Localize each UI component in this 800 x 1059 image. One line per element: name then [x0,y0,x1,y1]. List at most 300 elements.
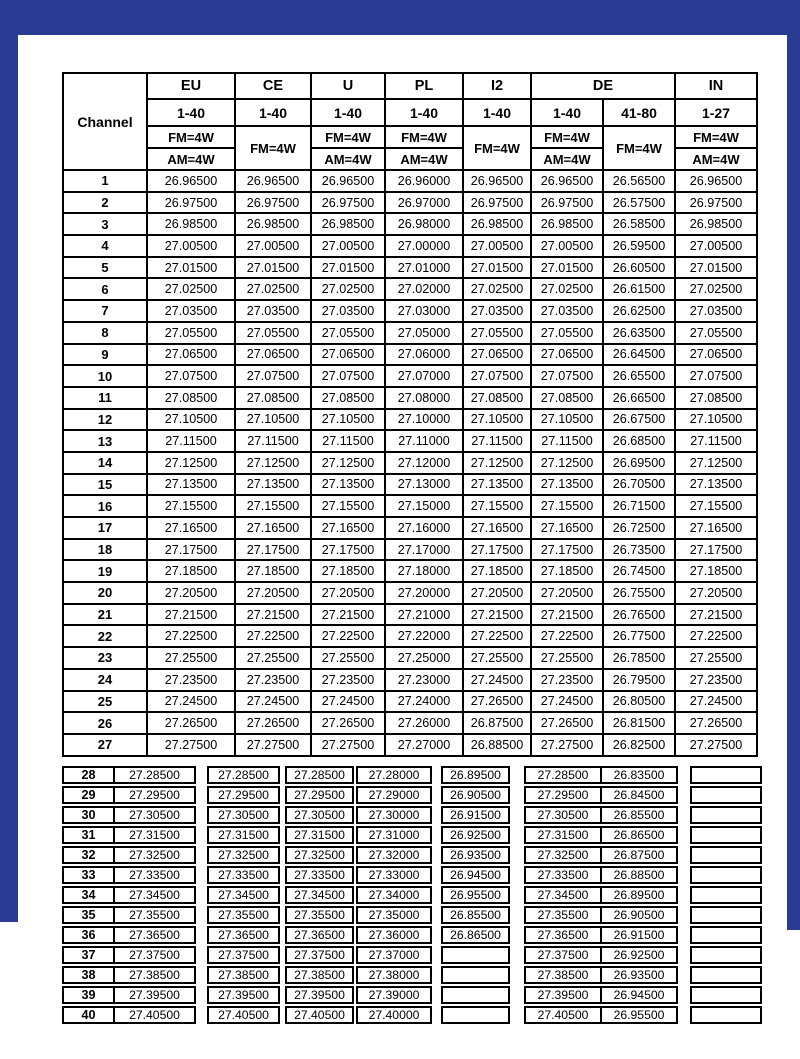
freq-cell: 27.10500 [311,409,385,431]
freq-cell: 27.21500 [147,604,235,626]
freq-cell: 27.01500 [147,257,235,279]
freq-cell: 27.07500 [147,365,235,387]
freq-cell: 27.22000 [385,625,463,647]
freq-cell: 27.30500 [524,806,602,824]
freq-cell: 27.38000 [356,966,432,984]
header-fm-7: FM=4W [675,126,757,148]
table-row [62,946,196,964]
freq-cell: 27.39500 [285,986,354,1004]
channel-cell: 9 [63,344,147,366]
freq-cell: 27.10500 [675,409,757,431]
group-u [285,764,354,1026]
channel-cell: 40 [62,1006,115,1024]
header-fm-4: FM=4W [463,126,531,170]
freq-cell: 27.11500 [463,430,531,452]
freq-cell: 27.01500 [311,257,385,279]
channel-cell: 22 [63,625,147,647]
freq-cell [690,766,762,784]
freq-cell: 27.33500 [207,866,280,884]
table-row [285,1006,354,1024]
table-row [207,806,280,824]
freq-cell: 27.38500 [207,966,280,984]
page-frame-right [787,0,800,930]
freq-cell: 26.97500 [147,192,235,214]
freq-cell: 27.31000 [356,826,432,844]
freq-cell: 27.08500 [311,387,385,409]
freq-cell: 27.39500 [207,986,280,1004]
freq-cell: 27.34500 [115,886,196,904]
table-row [207,926,280,944]
channel-cell: 13 [63,430,147,452]
table-row [690,866,762,884]
header-fm-3: FM=4W [385,126,463,148]
table-row [62,886,196,904]
freq-cell: 27.17500 [147,539,235,561]
freq-cell: 27.34000 [356,886,432,904]
table-row [441,926,510,944]
freq-cell: 27.32500 [524,846,602,864]
freq-cell: 27.22500 [531,625,603,647]
freq-cell [441,946,510,964]
table-row [441,946,510,964]
channel-cell: 2 [63,192,147,214]
freq-cell: 27.21500 [463,604,531,626]
freq-cell: 27.10500 [531,409,603,431]
frequency-table-main [62,72,758,757]
table-row [690,826,762,844]
freq-cell: 27.01500 [531,257,603,279]
freq-cell: 27.32500 [207,846,280,864]
freq-cell: 27.25500 [311,647,385,669]
header-ce: CE [235,73,311,99]
freq-cell: 27.15500 [147,495,235,517]
freq-cell: 27.00500 [531,235,603,257]
freq-cell: 27.35500 [115,906,196,924]
table-row [63,430,757,452]
freq-cell: 27.36500 [524,926,602,944]
table-row [62,966,196,984]
header-range-5: 1-40 [531,99,603,126]
table-row [63,691,757,713]
channel-cell: 15 [63,474,147,496]
freq-cell: 26.85500 [602,806,678,824]
table-row [62,846,196,864]
table-header [63,73,757,170]
freq-cell: 26.75500 [603,582,675,604]
freq-cell: 27.28500 [207,766,280,784]
freq-cell: 27.22500 [675,625,757,647]
table-row [356,966,432,984]
table-row [356,986,432,1004]
freq-cell: 27.11500 [531,430,603,452]
freq-cell: 27.12500 [147,452,235,474]
freq-cell [690,946,762,964]
freq-cell: 27.27500 [311,734,385,756]
freq-cell: 27.23500 [235,669,311,691]
freq-cell: 27.02500 [675,278,757,300]
freq-cell: 27.28500 [524,766,602,784]
freq-cell: 27.21500 [531,604,603,626]
table-row [207,886,280,904]
freq-cell: 27.40500 [285,1006,354,1024]
freq-cell: 27.12500 [531,452,603,474]
table-row [285,946,354,964]
freq-cell: 27.28000 [356,766,432,784]
freq-cell: 27.22500 [235,625,311,647]
freq-cell: 27.34500 [524,886,602,904]
channel-cell: 7 [63,300,147,322]
table-row [441,966,510,984]
freq-cell: 27.12500 [675,452,757,474]
group-pl [356,764,432,1026]
table-row [63,300,757,322]
table-row [207,846,280,864]
freq-cell: 27.01000 [385,257,463,279]
freq-cell: 27.29000 [356,786,432,804]
table-row [356,766,432,784]
freq-cell: 27.06000 [385,344,463,366]
freq-cell: 27.03000 [385,300,463,322]
table-row [356,946,432,964]
channel-cell: 1 [63,170,147,192]
channel-cell: 38 [62,966,115,984]
table-row [63,734,757,756]
freq-cell: 27.36500 [285,926,354,944]
table-row [441,986,510,1004]
freq-cell: 27.06500 [147,344,235,366]
freq-cell: 27.32500 [285,846,354,864]
freq-cell: 26.95500 [441,886,510,904]
table-row [524,946,678,964]
freq-cell: 27.17500 [531,539,603,561]
channel-cell: 19 [63,560,147,582]
table-row [62,986,196,1004]
freq-cell: 27.31500 [115,826,196,844]
freq-cell: 27.27000 [385,734,463,756]
header-pl: PL [385,73,463,99]
channel-cell: 16 [63,495,147,517]
freq-cell: 26.81500 [603,712,675,734]
freq-cell: 27.32500 [115,846,196,864]
table-row [285,866,354,884]
freq-cell: 27.24500 [463,669,531,691]
freq-cell: 27.12500 [463,452,531,474]
header-range-2: 1-40 [311,99,385,126]
freq-cell: 27.35000 [356,906,432,924]
table-row [356,866,432,884]
freq-cell: 27.02000 [385,278,463,300]
freq-cell: 27.29500 [115,786,196,804]
freq-cell: 27.11500 [675,430,757,452]
table-row [690,806,762,824]
freq-cell: 27.36500 [115,926,196,944]
table-row [524,846,678,864]
freq-cell: 27.18500 [311,560,385,582]
freq-cell: 27.18500 [463,560,531,582]
table-row [63,474,757,496]
freq-cell [690,1006,762,1024]
freq-cell: 27.16500 [147,517,235,539]
header-range-7: 1-27 [675,99,757,126]
freq-cell: 26.98500 [675,213,757,235]
freq-cell: 27.34500 [285,886,354,904]
freq-cell: 26.85500 [441,906,510,924]
table-row [441,846,510,864]
freq-cell: 26.73500 [603,539,675,561]
group-de [524,764,678,1026]
freq-cell: 27.29500 [207,786,280,804]
freq-cell: 26.91500 [602,926,678,944]
freq-cell: 26.62500 [603,300,675,322]
freq-cell: 27.07000 [385,365,463,387]
table-row [62,786,196,804]
freq-cell: 27.00500 [463,235,531,257]
channel-cell: 20 [63,582,147,604]
group-ce [207,764,280,1026]
freq-cell: 27.30500 [207,806,280,824]
freq-cell: 26.88500 [602,866,678,884]
freq-cell: 27.21500 [675,604,757,626]
freq-cell: 27.37500 [115,946,196,964]
freq-cell: 26.65500 [603,365,675,387]
freq-cell: 26.94500 [602,986,678,1004]
table-row [356,846,432,864]
freq-cell: 27.06500 [463,344,531,366]
freq-cell: 27.03500 [463,300,531,322]
table-row [285,986,354,1004]
freq-cell [690,906,762,924]
freq-cell: 27.00500 [675,235,757,257]
freq-cell: 27.16500 [675,517,757,539]
freq-cell [690,866,762,884]
freq-cell: 27.08500 [463,387,531,409]
header-in: IN [675,73,757,99]
channel-cell: 37 [62,946,115,964]
freq-cell: 27.30500 [285,806,354,824]
freq-cell: 26.64500 [603,344,675,366]
freq-cell: 27.20500 [531,582,603,604]
freq-cell: 27.06500 [531,344,603,366]
freq-cell: 27.25500 [531,647,603,669]
freq-cell: 27.02500 [235,278,311,300]
channel-cell: 3 [63,213,147,235]
channel-cell: 28 [62,766,115,784]
table-row [441,866,510,884]
freq-cell: 27.40000 [356,1006,432,1024]
channel-cell: 18 [63,539,147,561]
freq-cell: 27.02500 [531,278,603,300]
freq-cell: 26.88500 [463,734,531,756]
table-row [63,625,757,647]
freq-cell: 27.03500 [147,300,235,322]
freq-cell: 26.92500 [441,826,510,844]
table-row [62,806,196,824]
freq-cell: 27.00000 [385,235,463,257]
header-fm-5: FM=4W [531,126,603,148]
freq-cell: 27.40500 [115,1006,196,1024]
table-row [524,1006,678,1024]
freq-cell: 27.18500 [147,560,235,582]
table-row [524,866,678,884]
freq-cell: 27.26500 [147,712,235,734]
freq-cell: 27.12500 [235,452,311,474]
freq-cell [441,986,510,1004]
freq-cell: 27.08500 [147,387,235,409]
freq-cell: 27.23500 [311,669,385,691]
channel-cell: 30 [62,806,115,824]
freq-cell: 27.02500 [311,278,385,300]
channel-cell: 17 [63,517,147,539]
freq-cell: 27.25500 [235,647,311,669]
freq-cell: 27.23500 [531,669,603,691]
header-fm-1: FM=4W [235,126,311,170]
freq-cell: 27.39500 [524,986,602,1004]
freq-cell: 26.93500 [441,846,510,864]
table-row [524,806,678,824]
table-row [207,966,280,984]
table-row [285,826,354,844]
table-row [207,906,280,924]
freq-cell: 26.80500 [603,691,675,713]
freq-cell: 27.22500 [311,625,385,647]
freq-cell [690,926,762,944]
freq-cell: 27.32000 [356,846,432,864]
table-row [63,495,757,517]
freq-cell: 26.58500 [603,213,675,235]
table-row [63,387,757,409]
freq-cell [690,966,762,984]
freq-cell: 27.13000 [385,474,463,496]
freq-cell: 26.91500 [441,806,510,824]
freq-cell: 27.18000 [385,560,463,582]
freq-cell: 27.26500 [311,712,385,734]
freq-cell: 27.38500 [115,966,196,984]
freq-cell: 27.18500 [675,560,757,582]
channel-cell: 23 [63,647,147,669]
freq-cell: 27.28500 [285,766,354,784]
freq-cell: 27.06500 [675,344,757,366]
freq-cell: 27.36000 [356,926,432,944]
table-row [524,786,678,804]
freq-cell: 27.07500 [675,365,757,387]
freq-cell: 27.40500 [524,1006,602,1024]
freq-cell: 27.03500 [531,300,603,322]
freq-cell: 27.13500 [235,474,311,496]
freq-cell: 27.25500 [147,647,235,669]
table-body [63,170,757,756]
table-row [207,946,280,964]
freq-cell: 26.98500 [531,213,603,235]
table-row [63,344,757,366]
freq-cell: 27.17500 [675,539,757,561]
freq-cell: 27.16500 [235,517,311,539]
channel-cell: 26 [63,712,147,734]
freq-cell: 27.02500 [463,278,531,300]
freq-cell: 27.20500 [675,582,757,604]
freq-cell: 27.20500 [235,582,311,604]
channel-cell: 35 [62,906,115,924]
table-row [63,213,757,235]
freq-cell: 27.37500 [524,946,602,964]
table-row [441,786,510,804]
table-row [62,926,196,944]
header-am-0: AM=4W [147,148,235,170]
table-row [63,604,757,626]
channel-cell: 11 [63,387,147,409]
freq-cell: 27.05500 [531,322,603,344]
table-row [441,1006,510,1024]
freq-cell: 26.69500 [603,452,675,474]
freq-cell: 26.79500 [603,669,675,691]
table-row [207,786,280,804]
table-row [63,409,757,431]
freq-cell: 27.39500 [115,986,196,1004]
freq-cell: 26.97000 [385,192,463,214]
table-row [285,926,354,944]
freq-cell: 27.05500 [311,322,385,344]
freq-cell: 27.27500 [675,734,757,756]
table-row [207,866,280,884]
table-row [63,712,757,734]
freq-cell: 26.60500 [603,257,675,279]
table-row [207,986,280,1004]
channel-cell: 5 [63,257,147,279]
freq-cell: 26.90500 [441,786,510,804]
table-row [63,560,757,582]
freq-cell: 27.34500 [207,886,280,904]
freq-cell: 27.02500 [147,278,235,300]
table-row [63,322,757,344]
freq-cell: 27.33000 [356,866,432,884]
freq-cell: 27.26500 [531,712,603,734]
freq-cell: 27.03500 [311,300,385,322]
freq-cell: 27.13500 [531,474,603,496]
table-row [690,906,762,924]
freq-cell: 26.96500 [235,170,311,192]
freq-cell: 26.56500 [603,170,675,192]
header-range-1: 1-40 [235,99,311,126]
freq-cell: 27.35500 [207,906,280,924]
table-row [356,786,432,804]
freq-cell: 26.74500 [603,560,675,582]
freq-cell: 26.72500 [603,517,675,539]
freq-cell: 27.33500 [115,866,196,884]
table-row [441,806,510,824]
freq-cell: 27.25000 [385,647,463,669]
header-range-0: 1-40 [147,99,235,126]
channel-cell: 24 [63,669,147,691]
freq-cell: 27.35500 [524,906,602,924]
freq-cell: 26.98500 [147,213,235,235]
freq-cell: 27.26500 [235,712,311,734]
freq-cell: 27.25500 [463,647,531,669]
channel-cell: 33 [62,866,115,884]
table-row [524,826,678,844]
group-in [690,764,762,1026]
freq-cell: 27.24000 [385,691,463,713]
freq-cell: 26.78500 [603,647,675,669]
freq-cell: 27.15500 [463,495,531,517]
table-row [207,826,280,844]
channel-cell: 25 [63,691,147,713]
freq-cell: 27.00500 [311,235,385,257]
freq-cell: 27.08500 [235,387,311,409]
freq-cell: 27.18500 [235,560,311,582]
freq-cell: 27.05500 [675,322,757,344]
table-row [285,766,354,784]
table-row [690,986,762,1004]
freq-cell: 27.31500 [207,826,280,844]
